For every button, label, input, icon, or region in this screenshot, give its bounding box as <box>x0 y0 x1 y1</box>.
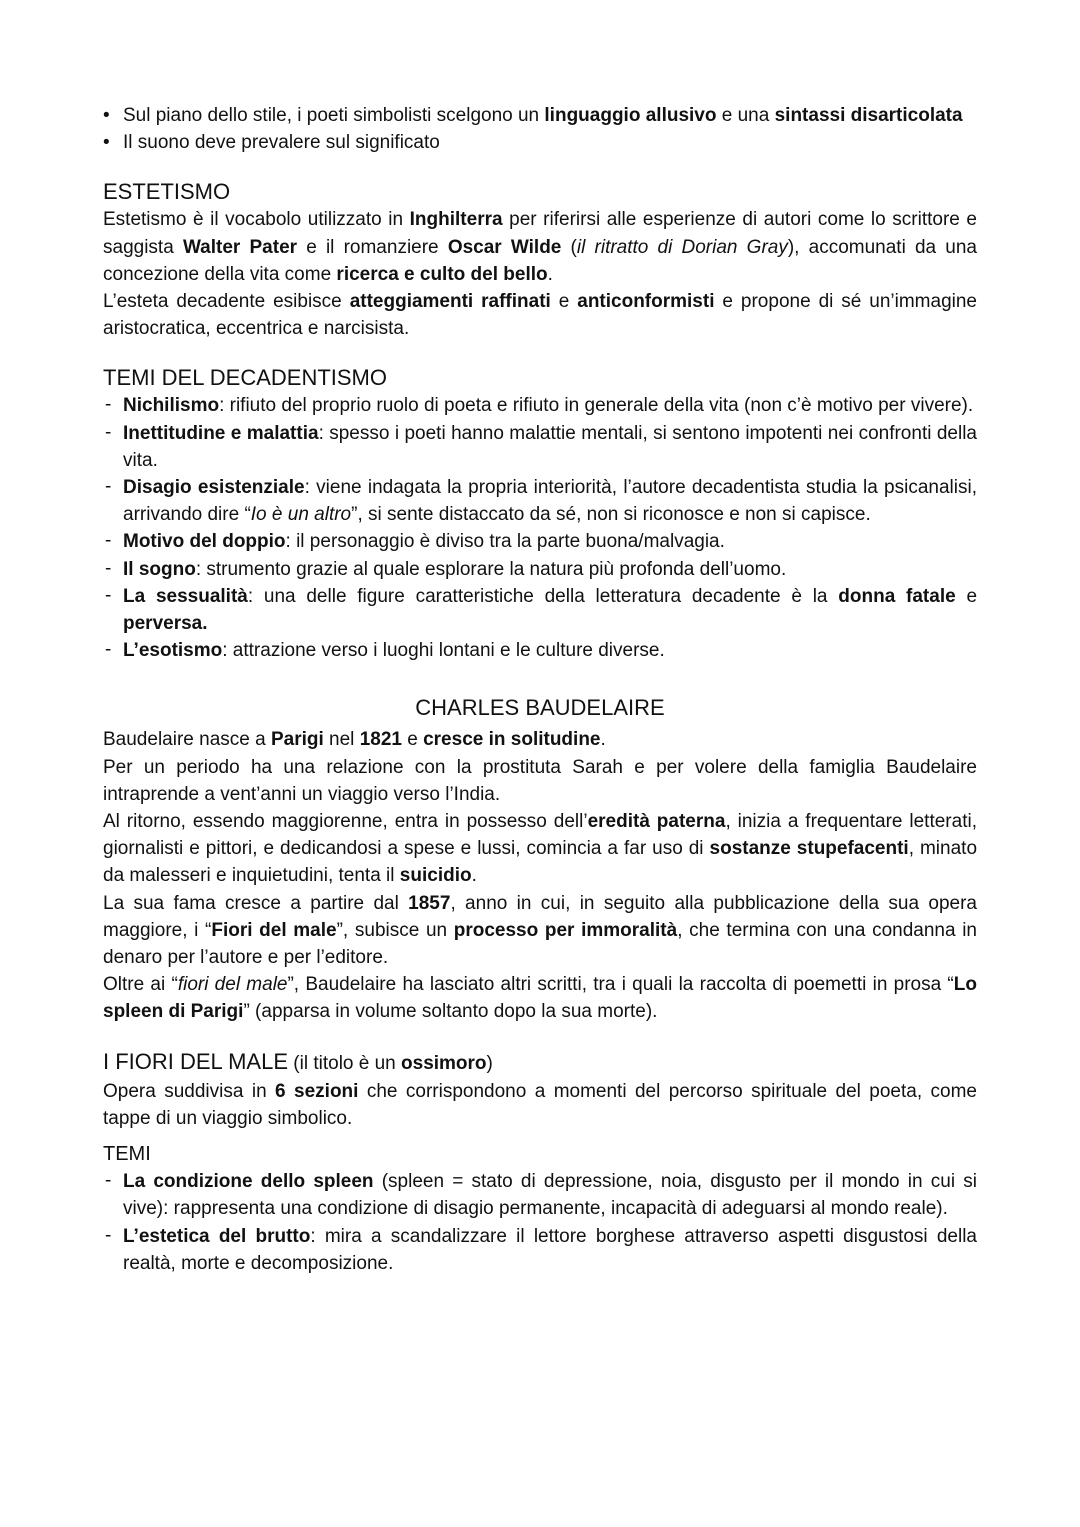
section-heading: ESTETISMO <box>103 179 231 205</box>
subsection-heading: TEMI <box>103 1143 151 1166</box>
list-item: - La condizione dello spleen (spleen = stato di depressione, noia, disgusto per il mondo in cui si vive): rappresenta una condizione di disagio permanente, incapacità di adeguarsi al mondo reale). <box>103 1168 977 1222</box>
section-title: CHARLES BAUDELAIRE <box>415 695 665 721</box>
paragraph: Per un periodo ha una relazione con la prostituta Sarah e per volere della famiglia Baudelaire intraprende a vent’anni un viaggio verso l’India. <box>103 756 977 805</box>
list-item: • Il suono deve prevalere sul significato <box>103 129 977 156</box>
section-baudelaire <box>103 694 977 1025</box>
temi-list <box>103 1168 977 1277</box>
section-temi-decadentismo <box>103 364 977 664</box>
section-fiori-del-male <box>103 1048 977 1277</box>
list-item: • Sul piano dello stile, i poeti simbolisti scelgono un linguaggio allusivo e una sintassi disarticolata <box>103 102 977 129</box>
list-item: - Disagio esistenziale: viene indagata la propria interiorità, l’autore decadentista studia la psicanalisi, arrivando dire “Io è un altro”, si sente distaccato da sé, non si riconosce e non si capisce. <box>103 474 977 528</box>
paragraph: La sua fama cresce a partire dal 1857, anno in cui, in seguito alla pubblicazione della sua opera maggiore, i “Fiori del male”, subisce un processo per immoralità, che termina con una condanna in denaro per l’autore e per l’editore. <box>103 892 978 969</box>
section-heading: I FIORI DEL MALE (il titolo è un ossimoro) <box>103 1048 493 1074</box>
temi-list <box>103 392 977 664</box>
section-heading: TEMI DEL DECADENTISMO <box>103 365 387 391</box>
section-estetismo <box>103 178 977 342</box>
list-item: - Motivo del doppio: il personaggio è diviso tra la parte buona/malvagia. <box>103 528 977 555</box>
list-item: - L’esotismo: attrazione verso i luoghi lontani e le culture diverse. <box>103 637 977 664</box>
paragraph: Estetismo è il vocabolo utilizzato in Inghilterra per riferirsi alle esperienze di autori come lo scrittore e saggista Walter Pater e il romanziere Oscar Wilde (il ritratto di Dorian Gray), accomunati da una concezione della vita come ricerca e culto del bello. <box>103 209 977 285</box>
paragraph: Opera suddivisa in 6 sezioni che corrispondono a momenti del percorso spirituale del poeta, come tappe di un viaggio simbolico. <box>103 1080 977 1129</box>
list-item: - Inettitudine e malattia: spesso i poeti hanno malattie mentali, si sentono impotenti nei confronti della vita. <box>103 420 977 474</box>
list-item: - La sessualità: una delle figure caratteristiche della letteratura decadente è la donna fatale e perversa. <box>103 583 977 637</box>
paragraph: Oltre ai “fiori del male”, Baudelaire ha lasciato altri scritti, tra i quali la raccolta di poemetti in prosa “Lo spleen di Parigi” (apparsa in volume soltanto dopo la sua morte). <box>103 974 977 1023</box>
document-page <box>103 102 977 1277</box>
list-item: - Il sogno: strumento grazie al quale esplorare la natura più profonda dell’uomo. <box>103 556 977 583</box>
paragraph: Al ritorno, essendo maggiorenne, entra in possesso dell’eredità paterna, inizia a frequentare letterati, giornalisti e pittori, e dedicandosi a spese e lussi, comincia a far uso di sostanze stupefacenti, minato da malesseri e inquietudini, tenta il suicidio. <box>103 811 978 887</box>
list-item: - Nichilismo: rifiuto del proprio ruolo di poeta e rifiuto in generale della vita (non c’è motivo per vivere). <box>103 392 977 419</box>
simbolismo-bullet-list <box>103 102 977 156</box>
list-item: - L’estetica del brutto: mira a scandalizzare il lettore borghese attraverso aspetti disgustosi della realtà, morte e decomposizione. <box>103 1223 977 1277</box>
paragraph: Baudelaire nasce a Parigi nel 1821 e cresce in solitudine. <box>103 729 606 751</box>
paragraph: L’esteta decadente esibisce atteggiamenti raffinati e anticonformisti e propone di sé un’immagine aristocratica, eccentrica e narcisista. <box>103 291 978 340</box>
